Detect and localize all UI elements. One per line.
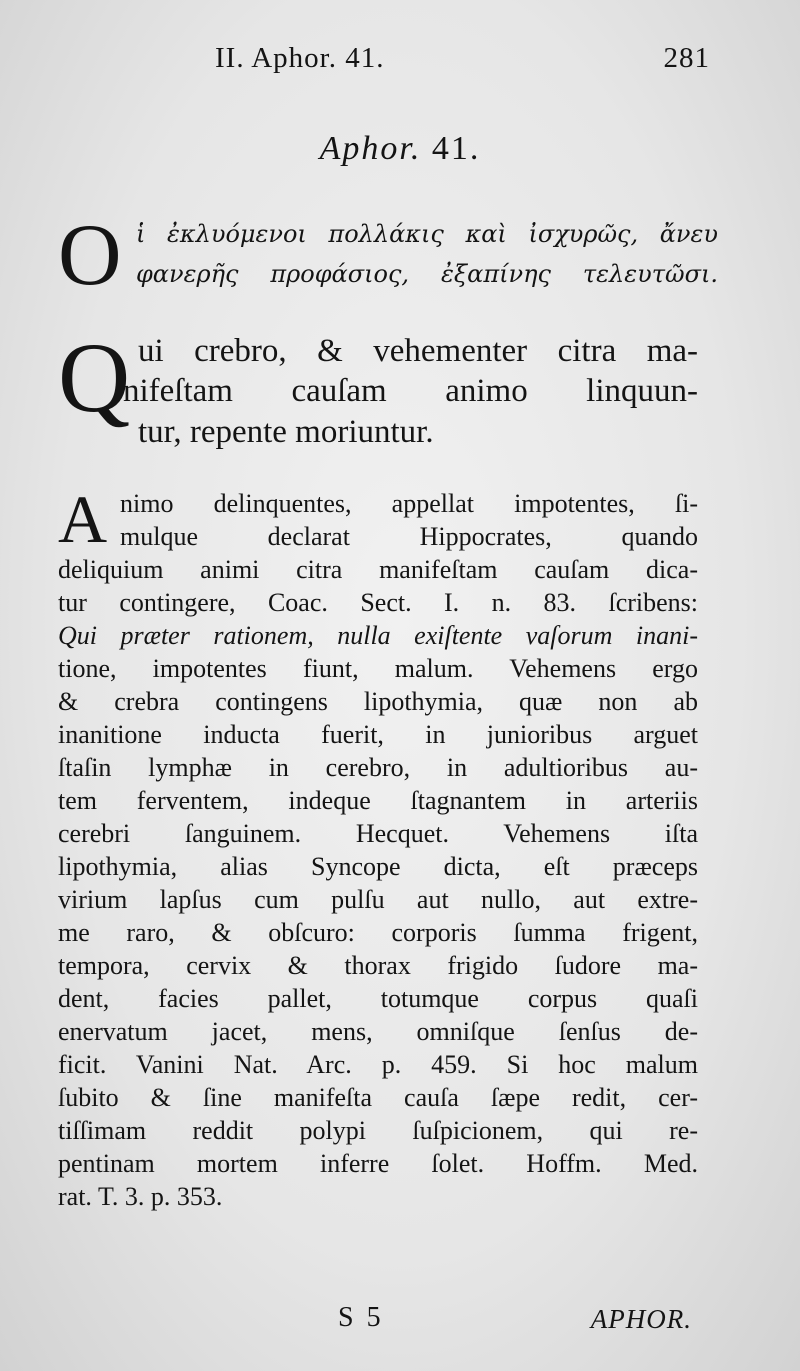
commentary-line: lipothymia, alias Syncope dicta, eſt præceps [58,852,698,881]
commentary-line: tione, impotentes fiunt, malum. Vehemens ergo [58,654,698,683]
page-number: 281 [663,42,710,74]
catchword: APHOR. [590,1304,692,1334]
greek-text [58,207,718,310]
aphorism-label: Aphor. [319,130,422,167]
commentary-line: enervatum jacet, mens, omniſque ſenſus de- [58,1017,698,1046]
greek-line: φανερῆς προφάσιος, ἐξαπίνης τελευτῶσι. [136,260,718,288]
greek-dropcap: O [58,207,122,304]
signature-mark: S 5 [338,1302,384,1333]
commentary-line: tempora, cervix & thorax frigido ſudore ma- [58,951,698,980]
commentary-line: tiſſimam reddit polypi ſuſpicionem, qui re- [58,1116,698,1145]
commentary-line: ſubito & ſine manifeſta cauſa ſæpe redit, cer- [58,1083,698,1112]
latin-line: ui crebro, & vehementer citra ma- [138,333,698,369]
commentary-line: & crebra contingens lipothymia, quæ non ab [58,687,698,716]
commentary-line: pentinam mortem inferre ſolet. Hoffm. Med. [58,1149,698,1178]
commentary-line: dent, facies pallet, totumque corpus quaſi [58,984,698,1013]
latin-line: nifeſtam cauſam animo linquun- [123,373,698,409]
commentary-line: me raro, & obſcuro: corporis ſumma frigent, [58,918,698,947]
commentary-line: rat. T. 3. p. 353. [58,1182,223,1211]
aphorism-title [0,130,800,168]
aphorism-number: 41. [431,130,481,167]
commentary-line: ficit. Vanini Nat. Arc. p. 459. Si hoc malum [58,1050,698,1079]
commentary-line: tur contingere, Coac. Sect. I. n. 83. ſcribens: [58,588,698,617]
commentary-line: Qui præter rationem, nulla exiſtente vaſorum inani- [58,621,698,650]
commentary-line: nimo delinquentes, appellat impotentes, ſi- [120,489,698,518]
commentary-line: tem ferventem, indeque ſtagnantem in arteriis [58,786,698,815]
latin-line: tur, repente moriuntur. [138,414,434,450]
commentary-line: virium lapſus cum pulſu aut nullo, aut extre- [58,885,698,914]
commentary-line: mulque declarat Hippocrates, quando [120,522,698,551]
commentary-line: cerebri ſanguinem. Hecquet. Vehemens iſta [58,819,698,848]
commentary-dropcap: A [58,481,108,557]
commentary-line: ſtaſin lymphæ in cerebro, in adultioribus au- [58,753,698,782]
page-footer [0,1302,800,1342]
commentary-line: inanitione inducta fuerit, in junioribus arguet [58,720,698,749]
greek-line: ἱ ἐκλυόμενοι πολλάκις καὶ ἰσχυρῶς, ἄνευ [136,220,718,248]
running-head: II. Aphor. 41. [215,42,385,74]
commentary-line: deliquium animi citra manifeſtam cauſam dica- [58,555,698,584]
latin-dropcap: Q [58,322,131,433]
latin-translation [58,322,698,450]
